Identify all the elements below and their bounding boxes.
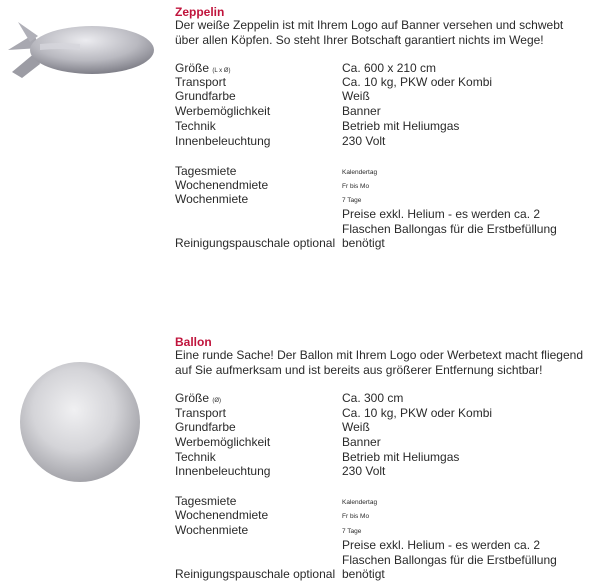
spec-label: Grundfarbe	[175, 89, 236, 103]
spec-value: 230 Volt	[342, 134, 386, 148]
spec-value: Weiß	[342, 89, 370, 103]
spec-value: 230 Volt	[342, 464, 386, 478]
product-zeppelin	[0, 0, 590, 260]
cleaning-note: Reinigungspauschale optional	[175, 236, 336, 250]
spec-label: Transport	[175, 406, 226, 420]
spec-label: Technik	[175, 119, 216, 133]
cleaning-note: Reinigungspauschale optional	[175, 567, 336, 581]
product-ballon	[0, 330, 590, 588]
rental-label: Wochenmiete	[175, 192, 249, 206]
spec-label: Technik	[175, 450, 216, 464]
product-title: Zeppelin	[175, 5, 225, 19]
spec-label-small: (Ø)	[212, 398, 222, 404]
rental-value: Fr bis Mo	[342, 183, 370, 190]
spec-label: Größe	[175, 391, 210, 405]
product-description: Der weiße Zeppelin ist mit Ihrem Logo auf Banner versehen und schwebt über allen Köpfen. So steht Ihrer Botschaft garantiert nichts im Wege!	[175, 18, 564, 47]
spec-value: Weiß	[342, 420, 370, 434]
spec-value: Ca. 10 kg, PKW oder Kombi	[342, 406, 493, 420]
spec-value: Ca. 10 kg, PKW oder Kombi	[342, 75, 493, 89]
rental-label: Wochenmiete	[175, 523, 249, 537]
zeppelin-image	[0, 12, 160, 82]
rental-value: Fr bis Mo	[342, 513, 370, 520]
rental-value: Kalendertag	[342, 499, 378, 506]
rental-label: Tagesmiete	[175, 494, 237, 508]
rental-label: Wochenendmiete	[175, 508, 269, 522]
spec-label-small: (L x Ø)	[212, 68, 231, 74]
product-description: Eine runde Sache! Der Ballon mit Ihrem Logo oder Werbetext macht fliegend auf Sie aufmerksam und ist bereits aus größerer Entfernung sichtbar!	[175, 348, 583, 377]
spec-value: Ca. 600 x 210 cm	[342, 61, 437, 75]
spec-value: Betrieb mit Heliumgas	[342, 119, 460, 133]
spec-value: Banner	[342, 104, 381, 118]
spec-value: Ca. 300 cm	[342, 391, 404, 405]
balloon-image	[18, 360, 142, 484]
spec-label: Grundfarbe	[175, 420, 236, 434]
rental-value: 7 Tage	[342, 197, 362, 204]
rental-value: 7 Tage	[342, 528, 362, 535]
rental-value: Kalendertag	[342, 169, 378, 176]
spec-value: Banner	[342, 435, 381, 449]
product-title: Ballon	[175, 335, 212, 349]
spec-label: Innenbeleuchtung	[175, 464, 271, 478]
price-note: Preise exkl. Helium - es werden ca. 2 Flaschen Ballongas für die Erstbefüllung benötigt	[342, 207, 557, 250]
spec-label: Innenbeleuchtung	[175, 134, 271, 148]
price-note: Preise exkl. Helium - es werden ca. 2 Flaschen Ballongas für die Erstbefüllung benötigt	[342, 538, 557, 581]
spec-label: Werbemöglichkeit	[175, 435, 271, 449]
spec-label: Werbemöglichkeit	[175, 104, 271, 118]
spec-label: Größe	[175, 61, 210, 75]
rental-label: Wochenendmiete	[175, 178, 269, 192]
spec-value: Betrieb mit Heliumgas	[342, 450, 460, 464]
rental-label: Tagesmiete	[175, 164, 237, 178]
spec-label: Transport	[175, 75, 226, 89]
